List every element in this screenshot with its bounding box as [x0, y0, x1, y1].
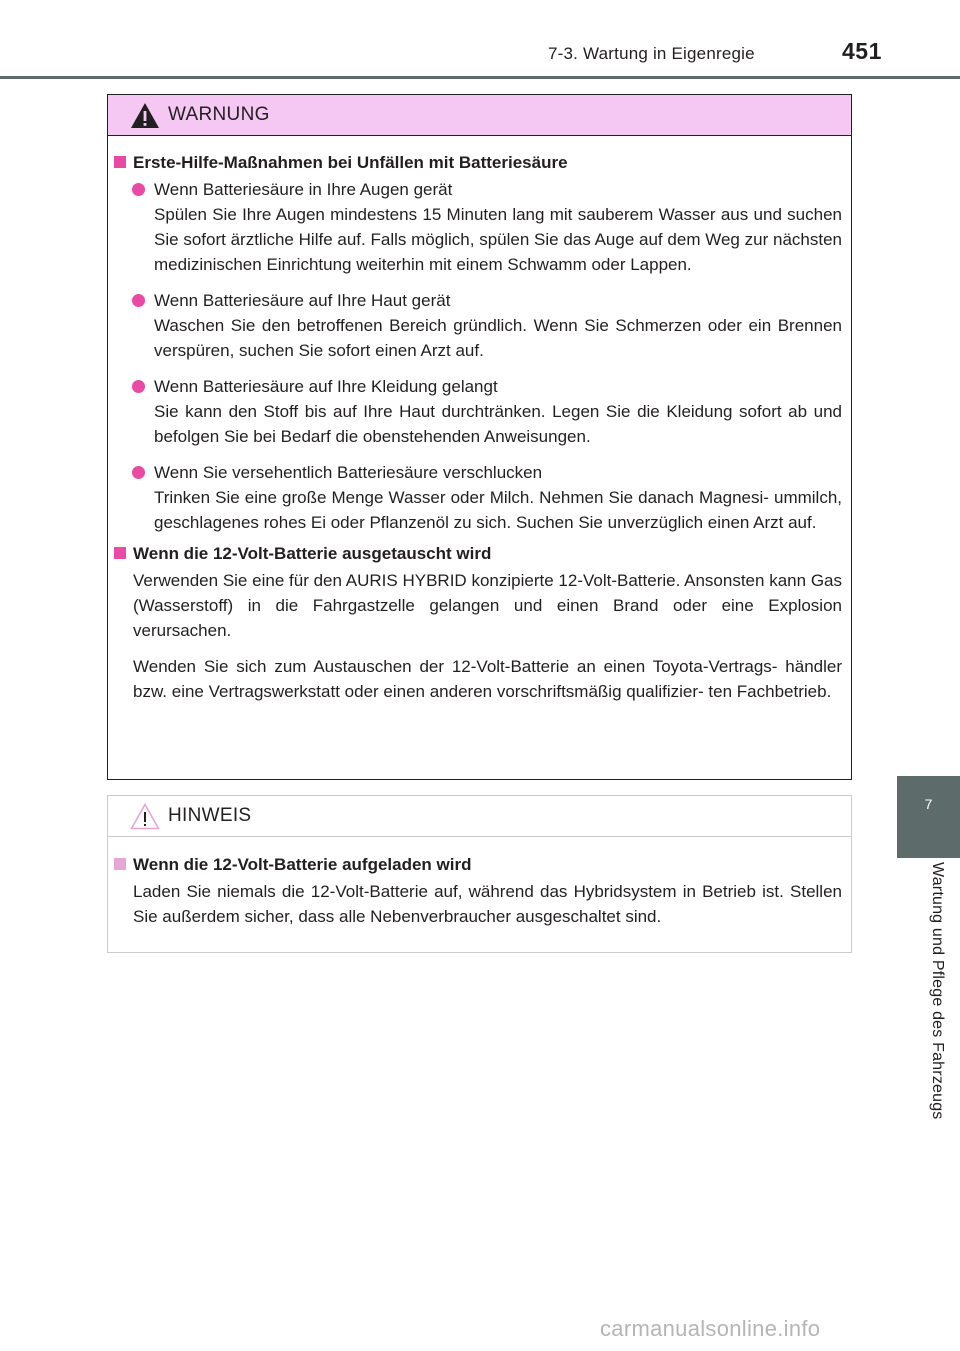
header-section-title: 7-3. Wartung in Eigenregie — [548, 44, 755, 63]
item-title: Wenn Batteriesäure auf Ihre Haut gerät — [154, 291, 451, 310]
section-heading: Erste-Hilfe-Maßnahmen bei Unfällen mit Batteriesäure — [114, 150, 842, 175]
warning-body — [108, 150, 851, 704]
list-item — [114, 177, 842, 277]
square-bullet-icon — [114, 156, 126, 168]
notice-body — [108, 852, 851, 929]
chapter-number: 7 — [924, 796, 933, 812]
warning-triangle-icon — [130, 102, 160, 129]
paragraph: Wenden Sie sich zum Austauschen der 12-Volt-Batterie an einen Toyota-Vertrags- händler bzw. eine Vertragswerkstatt oder einen anderen vorschriftsmäßig qualifizier- ten Fachbetrieb. — [133, 657, 842, 701]
warning-header — [108, 95, 851, 136]
notice-title: HINWEIS — [168, 805, 252, 826]
paragraph: Verwenden Sie eine für den AURIS HYBRID konzipierte 12-Volt-Batterie. Ansonsten kann Gas (Wasserstoff) in die Fahrgastzelle gelangen und einen Brand oder eine Explosion verursachen. — [133, 571, 842, 640]
item-title: Wenn Batteriesäure in Ihre Augen gerät — [154, 180, 453, 199]
list-item — [114, 288, 842, 363]
notice-box — [107, 795, 852, 953]
round-bullet-icon — [132, 294, 145, 307]
item-text: Sie kann den Stoff bis auf Ihre Haut durchtränken. Legen Sie die Kleidung sofort ab und befolgen Sie bei Bedarf die obenstehenden Anweisungen. — [154, 402, 842, 446]
item-title: Wenn Sie versehentlich Batteriesäure verschlucken — [154, 463, 543, 482]
warning-box — [107, 94, 852, 780]
page-number: 451 — [842, 38, 882, 64]
item-text: Trinken Sie eine große Menge Wasser oder Milch. Nehmen Sie danach Magnesi- ummilch, geschlagenes rohes Ei oder Pflanzenöl zu sich. Suchen Sie unverzüglich einen Arzt auf. — [154, 488, 842, 532]
list-item — [114, 460, 842, 535]
chapter-tab — [897, 776, 960, 858]
header-rule — [0, 76, 960, 79]
round-bullet-icon — [132, 466, 145, 479]
item-text: Spülen Sie Ihre Augen mindestens 15 Minuten lang mit sauberem Wasser aus und suchen Sie sofort ärztliche Hilfe auf. Falls möglich, spülen Sie das Auge auf dem Weg zur nächsten medizinischen Einrichtung weiterhin mit einem Schwamm oder Lappen. — [154, 205, 842, 274]
warning-title: WARNUNG — [168, 104, 270, 125]
item-title: Wenn Batteriesäure auf Ihre Kleidung gelangt — [154, 377, 498, 396]
round-bullet-icon — [132, 183, 145, 196]
section-heading: Wenn die 12-Volt-Batterie ausgetauscht wird — [114, 541, 842, 566]
watermark: carmanualsonline.info — [600, 1316, 821, 1341]
paragraph: Laden Sie niemals die 12-Volt-Batterie auf, während das Hybridsystem in Betrieb ist. Stellen Sie außerdem sicher, dass alle Nebenverbraucher ausgeschaltet sind. — [133, 882, 842, 926]
section-heading: Wenn die 12-Volt-Batterie aufgeladen wird — [114, 852, 842, 877]
notice-header — [108, 796, 851, 837]
item-text: Waschen Sie den betroffenen Bereich gründlich. Wenn Sie Schmerzen oder ein Brennen verspüren, suchen Sie sofort einen Arzt auf. — [154, 316, 842, 360]
notice-triangle-icon — [130, 803, 160, 830]
round-bullet-icon — [132, 380, 145, 393]
square-bullet-icon — [114, 858, 126, 870]
chapter-label: Wartung und Pflege des Fahrzeugs — [929, 862, 946, 1120]
square-bullet-icon — [114, 547, 126, 559]
list-item — [114, 374, 842, 449]
